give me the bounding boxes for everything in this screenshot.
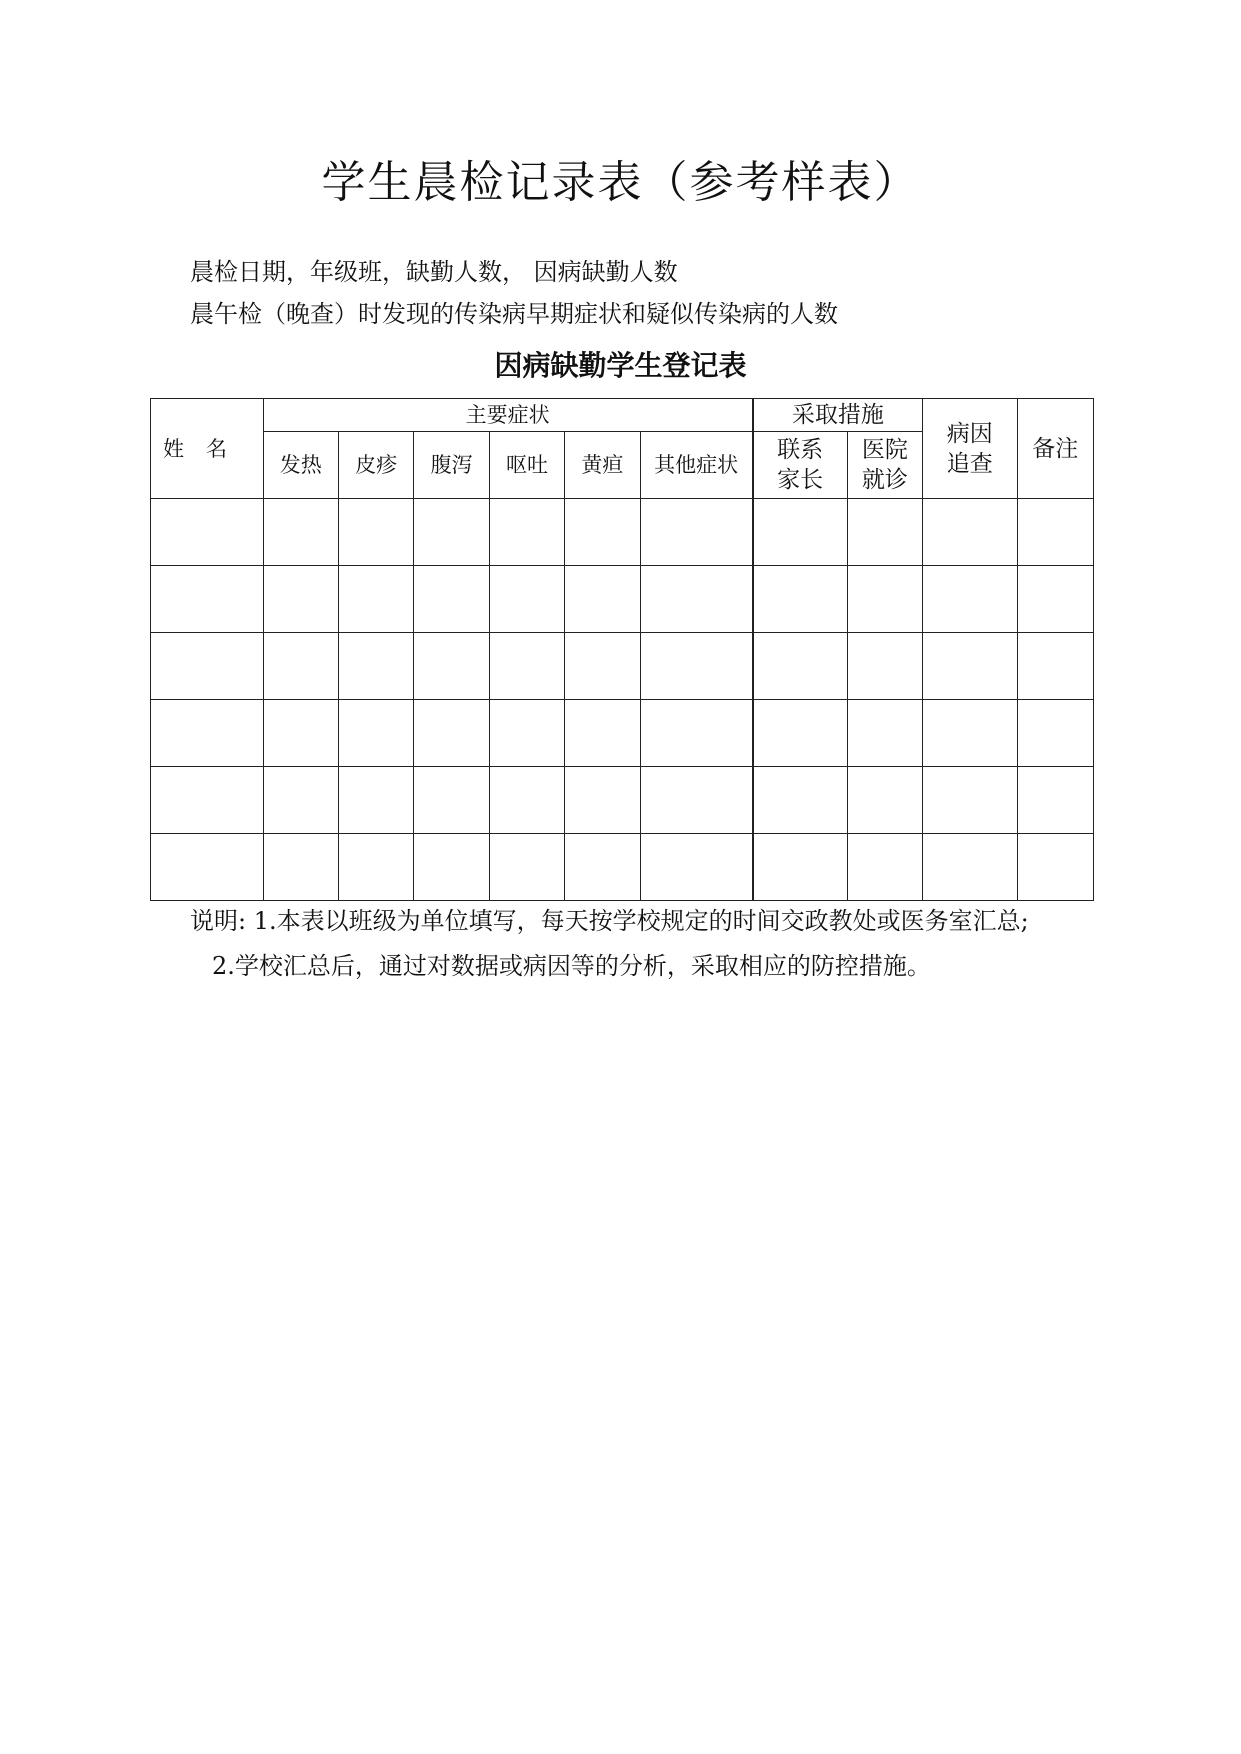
table-cell <box>923 767 1018 834</box>
table-cell <box>640 499 753 566</box>
table-cell <box>753 633 848 700</box>
table-cell <box>640 633 753 700</box>
table-cell <box>263 633 338 700</box>
table-cell <box>1017 767 1093 834</box>
table-cell <box>338 633 413 700</box>
table-cell <box>263 834 338 901</box>
table-cell <box>640 566 753 633</box>
table-cell <box>923 834 1018 901</box>
table-cell <box>1017 499 1093 566</box>
table-cell <box>414 834 489 901</box>
table-row <box>151 633 1094 700</box>
table-cell <box>753 700 848 767</box>
table-cell <box>640 700 753 767</box>
measure-hospital-visit: 医院 就诊 <box>847 432 922 499</box>
table-cell <box>151 834 264 901</box>
table-cell <box>338 499 413 566</box>
table-row <box>151 566 1094 633</box>
symptom-vomiting: 呕吐 <box>489 432 564 499</box>
table-cell <box>414 767 489 834</box>
table-cell <box>565 834 640 901</box>
table-cell <box>151 767 264 834</box>
table-cell <box>1017 566 1093 633</box>
table-cell <box>753 834 848 901</box>
table-cell <box>151 566 264 633</box>
header-row-top <box>151 399 1094 432</box>
table-cell <box>151 700 264 767</box>
symptom-jaundice: 黄疸 <box>565 432 640 499</box>
table-cell <box>489 633 564 700</box>
table-cell <box>489 700 564 767</box>
symptom-rash: 皮疹 <box>338 432 413 499</box>
table-cell <box>847 566 922 633</box>
note-line-1: 说明: 1.本表以班级为单位填写，每天按学校规定的时间交政教处或医务室汇总; <box>190 907 1029 935</box>
table-cell <box>847 499 922 566</box>
table-cell <box>263 499 338 566</box>
symptom-fever: 发热 <box>263 432 338 499</box>
table-cell <box>753 767 848 834</box>
table-cell <box>1017 700 1093 767</box>
table-cell <box>923 700 1018 767</box>
table-cell <box>489 767 564 834</box>
table-body <box>151 499 1094 901</box>
table-title: 因病缺勤学生登记表 <box>494 349 747 382</box>
table-cell <box>847 767 922 834</box>
cause-header: 病因 追查 <box>923 399 1018 499</box>
table-cell <box>263 767 338 834</box>
table-cell <box>847 834 922 901</box>
name-header: 姓 名 <box>151 399 264 499</box>
symptoms-header: 主要症状 <box>263 399 753 432</box>
table-row <box>151 499 1094 566</box>
table-cell <box>1017 834 1093 901</box>
table-cell <box>753 499 848 566</box>
page-title: 学生晨检记录表（参考样表） <box>321 157 920 208</box>
table-cell <box>565 633 640 700</box>
table-row <box>151 700 1094 767</box>
table-cell <box>640 834 753 901</box>
table-cell <box>338 834 413 901</box>
table-cell <box>847 633 922 700</box>
symptom-other: 其他症状 <box>640 432 753 499</box>
table-row <box>151 834 1094 901</box>
table-cell <box>489 566 564 633</box>
measure-contact-parents: 联系 家长 <box>753 432 848 499</box>
table-cell <box>565 700 640 767</box>
table-cell <box>565 499 640 566</box>
absence-register-table <box>150 398 1094 901</box>
table-cell <box>263 566 338 633</box>
remark-header: 备注 <box>1017 399 1093 499</box>
table-cell <box>414 499 489 566</box>
table-cell <box>151 633 264 700</box>
table-cell <box>338 566 413 633</box>
table-cell <box>923 633 1018 700</box>
table-cell <box>923 566 1018 633</box>
table-cell <box>565 767 640 834</box>
table-cell <box>489 499 564 566</box>
table-cell <box>338 700 413 767</box>
info-line-symptoms: 晨午检（晚查）时发现的传染病早期症状和疑似传染病的人数 <box>190 300 838 328</box>
table-cell <box>338 767 413 834</box>
table-cell <box>923 499 1018 566</box>
table-cell <box>414 633 489 700</box>
table-cell <box>489 834 564 901</box>
table-cell <box>414 700 489 767</box>
measures-header: 采取措施 <box>753 399 923 432</box>
symptom-diarrhea: 腹泻 <box>414 432 489 499</box>
table-cell <box>565 566 640 633</box>
table-row <box>151 767 1094 834</box>
note-line-2: 2.学校汇总后，通过对数据或病因等的分析，采取相应的防控措施。 <box>212 952 931 980</box>
table-cell <box>847 700 922 767</box>
table-cell <box>414 566 489 633</box>
info-line-date: 晨检日期，年级班，缺勤人数， 因病缺勤人数 <box>190 258 678 286</box>
table-cell <box>151 499 264 566</box>
table-cell <box>753 566 848 633</box>
table-cell <box>263 700 338 767</box>
table-cell <box>640 767 753 834</box>
table-cell <box>1017 633 1093 700</box>
